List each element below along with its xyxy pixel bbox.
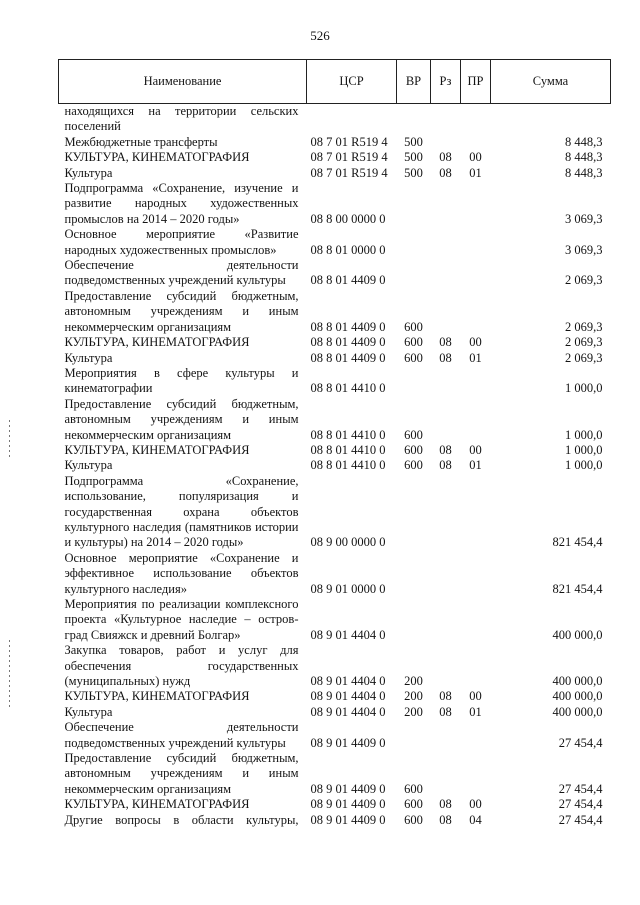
cell-pr [461, 720, 491, 751]
cell-csr: 08 8 01 0000 0 [310, 242, 386, 257]
cell-vr: 600 [404, 442, 423, 457]
cell-csr: 08 8 01 4409 0 [310, 319, 386, 334]
cell-rz: 08 [439, 150, 452, 165]
cell-sum: 821 454,4 [552, 581, 603, 596]
cell-name: Культура [64, 458, 113, 473]
cell-csr: 08 8 01 4410 0 [310, 442, 386, 457]
cell-pr [461, 135, 491, 150]
table-row [59, 351, 611, 366]
cell-csr: 08 7 01 R519 4 [310, 150, 388, 165]
cell-sum: 400 000,0 [552, 689, 603, 704]
cell-name: Подпрограмма «Сохранение, использование, популяризация и государственная охрана объектов культурного наследия (памятников истории и культуры) на 2014 – 2020 годы» [64, 473, 299, 550]
cell-name: Обеспечение деятельности подведомственных учреждений культуры [64, 720, 299, 750]
cell-vr: 600 [404, 427, 423, 442]
cell-rz [431, 366, 461, 397]
cell-sum: 821 454,4 [552, 535, 603, 550]
cell-vr [397, 720, 431, 751]
cell-sum: 1 000,0 [565, 381, 603, 396]
cell-rz [431, 551, 461, 597]
table-row [59, 597, 611, 643]
cell-name: Основное мероприятие «Сохранение и эффективное использование объектов культурного наследия» [64, 550, 299, 596]
cell-name: Закупка товаров, работ и услуг для обеспечения государственных (муниципальных) нужд [64, 643, 299, 689]
table-row [59, 720, 611, 751]
margin-mark [9, 640, 10, 710]
header-csr: ЦСР [307, 60, 397, 104]
cell-csr: 08 9 01 4409 0 [310, 781, 386, 796]
cell-name: Культура [64, 350, 113, 365]
cell-vr [397, 227, 431, 258]
cell-rz: 08 [439, 335, 452, 350]
cell-csr: 08 7 01 R519 4 [310, 134, 388, 149]
cell-name: Предоставление субсидий бюджетным, автономным учреждениям и иным некоммерческим организациям [64, 751, 299, 796]
header-rz: Рз [431, 60, 461, 104]
cell-sum: 1 000,0 [565, 458, 603, 473]
cell-pr: 00 [469, 442, 482, 457]
cell-pr [461, 551, 491, 597]
cell-rz: 08 [439, 165, 452, 180]
cell-csr: 08 9 01 4404 0 [310, 674, 386, 689]
cell-pr [461, 751, 491, 797]
table-row [59, 335, 611, 350]
cell-sum: 2 069,3 [565, 350, 603, 365]
cell-pr: 01 [469, 165, 482, 180]
table-row [59, 227, 611, 258]
cell-rz [431, 474, 461, 551]
table-row [59, 705, 611, 720]
table-row [59, 551, 611, 597]
cell-csr: 08 9 01 4409 0 [310, 735, 386, 750]
cell-pr [461, 258, 491, 289]
cell-rz [431, 135, 461, 150]
cell-csr: 08 8 01 4410 0 [310, 458, 386, 473]
cell-name: Подпрограмма «Сохранение, изучение и развитие народных художественных промыслов на 2014 – 2020 годы» [64, 181, 299, 226]
table-row [59, 797, 611, 812]
cell-pr [461, 643, 491, 689]
cell-csr: 08 9 01 0000 0 [310, 581, 386, 596]
cell-rz [431, 643, 461, 689]
cell-csr: 08 9 01 4404 0 [310, 689, 386, 704]
table-row [59, 289, 611, 335]
table-body [59, 104, 611, 829]
cell-vr [397, 366, 431, 397]
cell-rz: 08 [439, 689, 452, 704]
cell-vr: 600 [404, 797, 423, 812]
cell-sum: 8 448,3 [565, 150, 603, 165]
cell-sum: 400 000,0 [552, 674, 603, 689]
cell-csr [307, 104, 397, 135]
table-row [59, 135, 611, 150]
cell-vr: 600 [404, 781, 423, 796]
table-row [59, 474, 611, 551]
cell-pr [461, 181, 491, 227]
cell-name: КУЛЬТУРА, КИНЕМАТОГРАФИЯ [64, 442, 250, 457]
cell-vr [397, 104, 431, 135]
cell-csr: 08 8 01 4409 0 [310, 335, 386, 350]
cell-sum: 8 448,3 [565, 134, 603, 149]
cell-csr: 08 9 01 4409 0 [310, 797, 386, 812]
cell-csr: 08 9 00 0000 0 [310, 535, 386, 550]
header-row [59, 60, 611, 104]
header-name: Наименование [59, 60, 307, 104]
cell-sum: 3 069,3 [565, 242, 603, 257]
table-row [59, 689, 611, 704]
cell-vr [397, 474, 431, 551]
table-row [59, 166, 611, 181]
cell-pr: 01 [469, 350, 482, 365]
table-row [59, 443, 611, 458]
cell-pr [461, 474, 491, 551]
cell-vr: 600 [404, 458, 423, 473]
cell-csr: 08 8 01 4410 0 [310, 381, 386, 396]
cell-csr: 08 7 01 R519 4 [310, 165, 388, 180]
cell-vr: 600 [404, 335, 423, 350]
cell-sum: 27 454,4 [558, 735, 603, 750]
cell-name: КУЛЬТУРА, КИНЕМАТОГРАФИЯ [64, 150, 250, 165]
cell-name: Предоставление субсидий бюджетным, автономным учреждениям и иным некоммерческим организациям [64, 288, 299, 334]
cell-csr: 08 9 01 4404 0 [310, 627, 386, 642]
cell-rz [431, 597, 461, 643]
cell-sum: 1 000,0 [565, 442, 603, 457]
cell-csr: 08 8 00 0000 0 [310, 211, 386, 226]
cell-name: Мероприятия по реализации комплексного проекта «Культурное наследие – остров-град Свияжск и древний Болгар» [64, 597, 299, 642]
cell-rz [431, 397, 461, 443]
table-row [59, 150, 611, 165]
cell-vr: 200 [404, 674, 423, 689]
cell-rz [431, 751, 461, 797]
cell-vr: 500 [404, 150, 423, 165]
cell-pr [461, 104, 491, 135]
cell-pr: 00 [469, 335, 482, 350]
cell-rz [431, 289, 461, 335]
margin-mark [9, 420, 10, 460]
cell-name: Мероприятия в сфере культуры и кинематографии [64, 365, 299, 396]
cell-sum: 3 069,3 [565, 211, 603, 226]
cell-pr: 00 [469, 797, 482, 812]
cell-vr: 200 [404, 689, 423, 704]
cell-vr [397, 597, 431, 643]
cell-pr [461, 289, 491, 335]
cell-pr [461, 227, 491, 258]
cell-name: Межбюджетные трансферты [64, 134, 218, 149]
cell-sum [491, 104, 611, 135]
cell-name: КУЛЬТУРА, КИНЕМАТОГРАФИЯ [64, 335, 250, 350]
cell-csr: 08 9 01 4409 0 [310, 812, 386, 827]
cell-pr: 00 [469, 689, 482, 704]
cell-name: Основное мероприятие «Развитие народных художественных промыслов» [64, 227, 299, 257]
table-row [59, 643, 611, 689]
table-row [59, 104, 611, 135]
table-row [59, 813, 611, 828]
header-vr: ВР [397, 60, 431, 104]
cell-csr: 08 8 01 4410 0 [310, 427, 386, 442]
cell-name: КУЛЬТУРА, КИНЕМАТОГРАФИЯ [64, 689, 250, 704]
table-row [59, 366, 611, 397]
cell-rz: 08 [439, 797, 452, 812]
cell-sum: 2 069,3 [565, 319, 603, 334]
table-row [59, 181, 611, 227]
cell-vr: 600 [404, 350, 423, 365]
cell-pr: 01 [469, 458, 482, 473]
page-number: 526 [310, 28, 330, 43]
cell-pr [461, 397, 491, 443]
cell-name: Предоставление субсидий бюджетным, автономным учреждениям и иным некоммерческим организациям [64, 396, 299, 442]
header-sum: Сумма [491, 60, 611, 104]
cell-rz [431, 227, 461, 258]
cell-pr [461, 597, 491, 643]
table-header [59, 60, 611, 104]
cell-rz: 08 [439, 812, 452, 827]
table-row [59, 397, 611, 443]
cell-vr: 500 [404, 134, 423, 149]
cell-rz: 08 [439, 704, 452, 719]
cell-csr: 08 9 01 4404 0 [310, 704, 386, 719]
cell-sum: 27 454,4 [558, 812, 603, 827]
cell-rz: 08 [439, 350, 452, 365]
cell-rz: 08 [439, 458, 452, 473]
cell-name: Культура [64, 704, 113, 719]
cell-pr [461, 366, 491, 397]
cell-vr [397, 181, 431, 227]
table-row [59, 258, 611, 289]
cell-vr: 600 [404, 319, 423, 334]
cell-sum: 400 000,0 [552, 704, 603, 719]
header-pr: ПР [461, 60, 491, 104]
cell-vr: 200 [404, 704, 423, 719]
cell-sum: 400 000,0 [552, 627, 603, 642]
cell-sum: 27 454,4 [558, 781, 603, 796]
cell-sum: 1 000,0 [565, 427, 603, 442]
cell-name: находящихся на территории сельских поселений [64, 104, 299, 134]
cell-rz [431, 720, 461, 751]
cell-name: КУЛЬТУРА, КИНЕМАТОГРАФИЯ [64, 797, 250, 812]
cell-name: Обеспечение деятельности подведомственных учреждений культуры [64, 258, 299, 288]
cell-pr: 00 [469, 150, 482, 165]
cell-rz [431, 181, 461, 227]
cell-csr: 08 8 01 4409 0 [310, 273, 386, 288]
cell-vr: 500 [404, 165, 423, 180]
cell-vr [397, 258, 431, 289]
cell-pr: 01 [469, 704, 482, 719]
budget-table [58, 59, 611, 828]
cell-sum: 2 069,3 [565, 273, 603, 288]
cell-rz [431, 258, 461, 289]
cell-name: Культура [64, 165, 113, 180]
cell-pr: 04 [469, 812, 482, 827]
cell-vr: 600 [404, 812, 423, 827]
cell-rz [431, 104, 461, 135]
cell-sum: 27 454,4 [558, 797, 603, 812]
cell-rz: 08 [439, 442, 452, 457]
table-row [59, 458, 611, 473]
cell-vr [397, 551, 431, 597]
cell-csr: 08 8 01 4409 0 [310, 350, 386, 365]
cell-name: Другие вопросы в области культуры, [64, 812, 299, 827]
table-row [59, 751, 611, 797]
cell-sum: 8 448,3 [565, 165, 603, 180]
cell-sum: 2 069,3 [565, 335, 603, 350]
